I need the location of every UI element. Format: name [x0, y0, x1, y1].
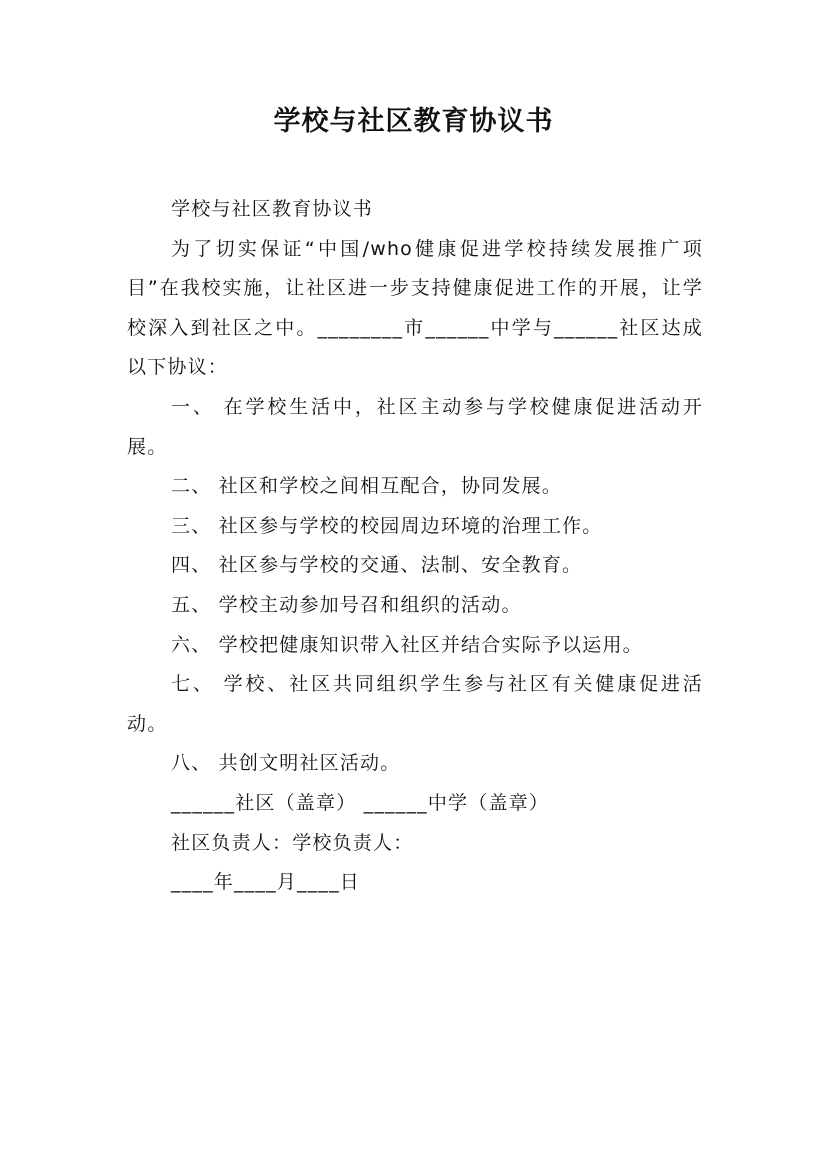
paragraph-clause-6: 六、 学校把健康知识带入社区并结合实际予以运用。: [171, 633, 643, 656]
paragraph-clause-4: 四、 社区参与学校的交通、法制、安全教育。: [171, 554, 583, 577]
paragraph-clause-3: 三、 社区参与学校的校园周边环境的治理工作。: [171, 514, 603, 537]
paragraph-clause-5: 五、 学校主动参加号召和组织的活动。: [171, 593, 522, 616]
paragraph-clause-2: 二、 社区和学校之间相互配合，协同发展。: [171, 475, 563, 498]
document-title: 学校与社区教育协议书: [273, 106, 554, 137]
date-line: ____年____月____日: [171, 871, 361, 894]
seal-line: ______社区（盖章） ______中学（盖章）: [171, 791, 550, 814]
paragraph-clause-8: 八、 共创文明社区活动。: [171, 752, 401, 775]
paragraph-clause-7: 七、 学校、社区共同组织学生参与社区有关健康促进活动。: [127, 673, 703, 735]
document-body: [127, 190, 703, 903]
paragraph-intro: 为了切实保证“中国/who健康促进学校持续发展推广项目”在我校实施，让社区进一步支持健康促进工作的开展，让学校深入到社区之中。________市______中学与______社区达成以下协议：: [127, 237, 703, 379]
paragraph-subtitle: 学校与社区教育协议书: [171, 198, 374, 220]
responsible-person-line: 社区负责人：学校负责人：: [171, 831, 414, 854]
paragraph-clause-1: 一、 在学校生活中，社区主动参与学校健康促进活动开展。: [127, 395, 703, 458]
